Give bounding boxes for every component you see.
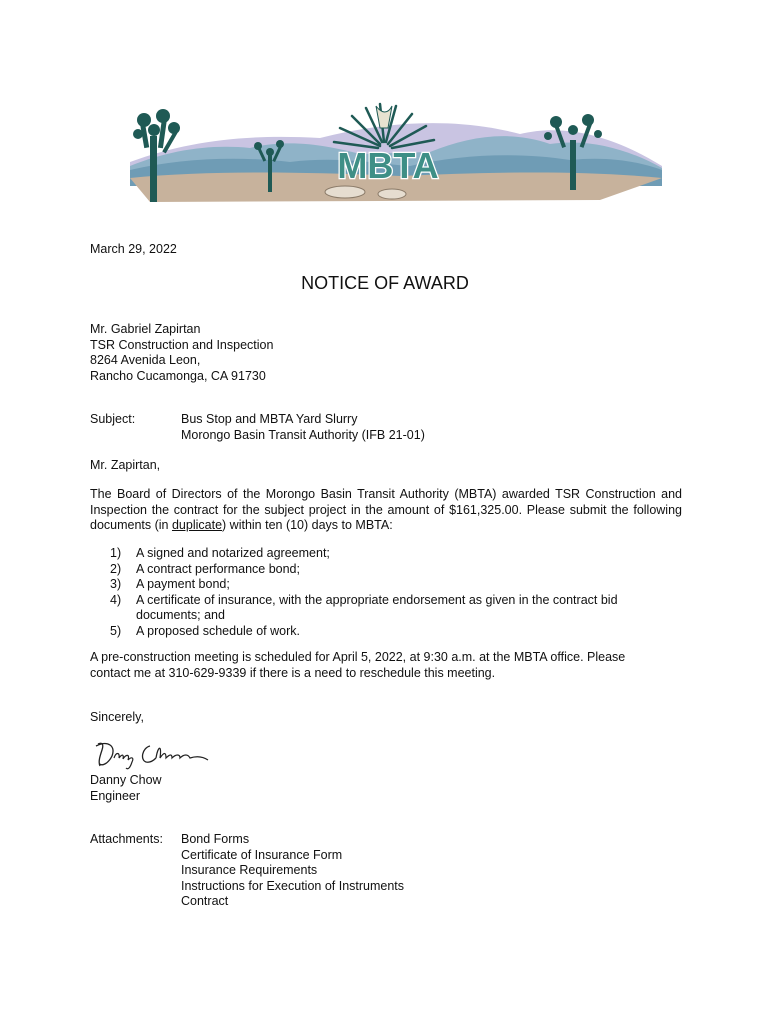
recipient-street: 8264 Avenida Leon, — [90, 353, 201, 367]
recipient-company: TSR Construction and Inspection — [90, 337, 274, 352]
list-item — [110, 546, 682, 562]
list-item-text: A contract performance bond; — [136, 561, 300, 576]
list-item — [110, 577, 682, 593]
attachment-item: Instructions for Execution of Instruments — [181, 878, 405, 893]
list-item — [110, 562, 682, 578]
subject-label: Subject: — [90, 412, 136, 426]
required-documents-list — [110, 546, 682, 639]
attachment-item: Certificate of Insurance Form — [181, 847, 343, 862]
attachment-item: Insurance Requirements — [181, 863, 318, 877]
subject-line: Bus Stop and MBTA Yard Slurry — [181, 412, 358, 426]
letter-date: March 29, 2022 — [90, 242, 177, 256]
attachment-item: Contract — [181, 894, 229, 908]
signer-block — [90, 773, 162, 804]
salutation: Mr. Zapirtan, — [90, 458, 161, 472]
list-item-number: 2) — [110, 561, 122, 576]
list-item — [110, 624, 682, 640]
attachment-item: Bond Forms — [181, 832, 250, 846]
recipient-name: Mr. Gabriel Zapirtan — [90, 322, 201, 336]
list-item-number: 1) — [110, 546, 122, 560]
signer-title: Engineer — [90, 788, 141, 803]
letter-title: NOTICE OF AWARD — [301, 273, 469, 293]
subject-line: Morongo Basin Transit Authority (IFB 21-01) — [181, 427, 425, 442]
list-item-number: 5) — [110, 623, 122, 638]
mbta-logo-text: MBTA — [337, 145, 439, 186]
recipient-city: Rancho Cucamonga, CA 91730 — [90, 368, 266, 383]
list-item-number: 4) — [110, 592, 122, 607]
award-paragraph — [90, 487, 682, 534]
list-item — [110, 593, 682, 624]
award-paragraph-text-end: ) within ten (10) days to MBTA: — [222, 518, 393, 532]
award-paragraph-text: The Board of Directors of the Morongo Basin Transit Authority (MBTA) awarded TSR Construction and Inspection the contract for the subject project in the amount of $161,325.00. Please submit the following documents (in — [90, 487, 682, 532]
list-item-text: A certificate of insurance, with the appropriate endorsement as given in the contract bid documents; and — [136, 592, 618, 622]
list-item-number: 3) — [110, 577, 122, 591]
recipient-address — [90, 322, 273, 384]
list-item-text: A signed and notarized agreement; — [136, 546, 330, 560]
mbta-logo — [130, 100, 662, 208]
list-item-text: A proposed schedule of work. — [136, 623, 300, 638]
subject-lines — [181, 412, 425, 443]
signer-name: Danny Chow — [90, 773, 162, 787]
closing: Sincerely, — [90, 710, 144, 724]
duplicate-underlined: duplicate — [171, 518, 223, 532]
list-item-text: A payment bond; — [136, 577, 230, 591]
attachments-label: Attachments: — [90, 832, 163, 846]
handwritten-signature — [92, 736, 212, 772]
attachments-list — [181, 832, 404, 910]
meeting-paragraph: A pre-construction meeting is scheduled for April 5, 2022, at 9:30 a.m. at the MBTA office. Please contact me at 310-629-9339 if there is a need to reschedule this meeting. — [90, 650, 626, 680]
